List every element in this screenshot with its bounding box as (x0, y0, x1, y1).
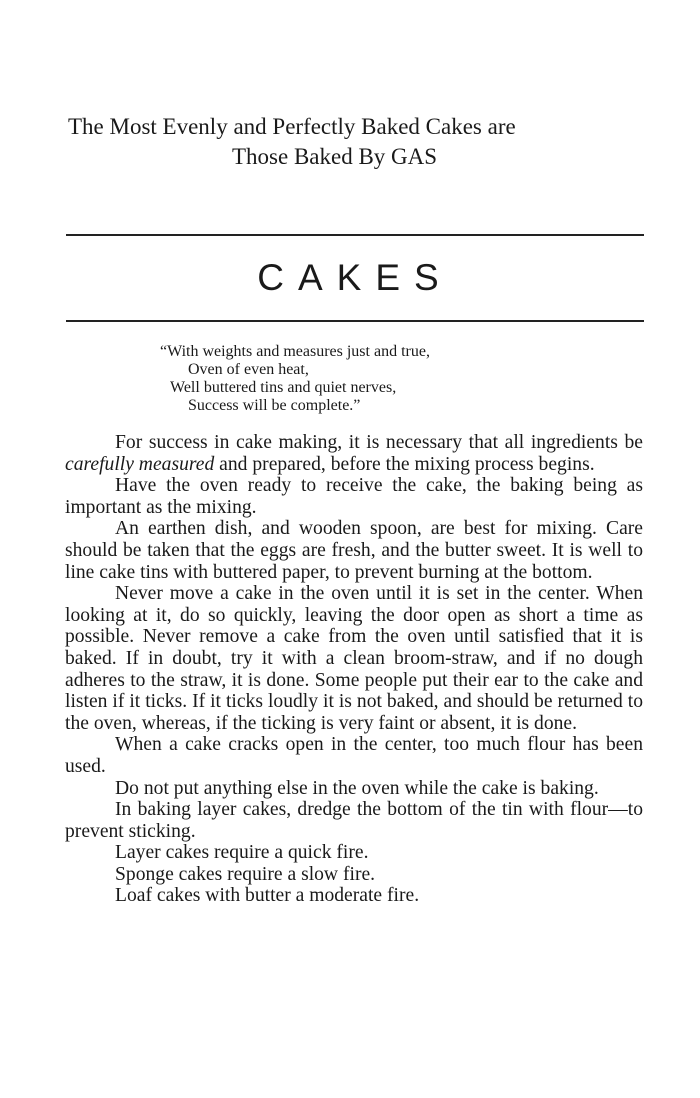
paragraph: When a cake cracks open in the center, too much flour has been used. (65, 734, 643, 777)
paragraph: Do not put anything else in the oven while the cake is baking. (115, 777, 599, 799)
header-line-2: Those Baked By GAS (232, 144, 438, 169)
paragraph: Never move a cake in the oven until it is set in the center. When looking at it, do so quickly, leaving the door open as short a time as possible. Never remove a cake from the oven until satisfied that it is baked. If in doubt, try it with a clean broom-straw, and if no dough adheres to the straw, it is done. Some people put their ear to the cake and listen if it ticks. If it ticks loudly it is not baked, and should be returned to the oven, whereas, if the ticking is very faint or absent, it is done. (65, 583, 643, 734)
paragraph: Layer cakes require a quick fire. (115, 842, 369, 864)
paragraph-text: For success in cake making, it is necessary that all ingredients be (115, 432, 643, 453)
page-header (60, 112, 650, 172)
paragraph: An earthen dish, and wooden spoon, are best for mixing. Care should be taken that the eggs are fresh, and the butter sweet. It is well to line cake tins with buttered paper, to prevent burning at the bottom. (65, 518, 643, 583)
poem-line: Success will be complete.” (188, 397, 361, 414)
body-text (65, 432, 643, 907)
paragraph (65, 432, 643, 475)
header-line-1: The Most Evenly and Perfectly Baked Cakes are (68, 114, 516, 139)
section-title: CAKES (257, 257, 453, 298)
poem-line: “With weights and measures just and true, (160, 343, 430, 360)
poem-line: Oven of even heat, (188, 361, 309, 378)
epigraph-poem (160, 343, 430, 415)
paragraph: Have the oven ready to receive the cake, the baking being as important as the mixing. (65, 475, 643, 518)
top-divider (66, 234, 644, 236)
paragraph: Loaf cakes with butter a moderate fire. (115, 885, 420, 907)
paragraph: In baking layer cakes, dredge the bottom of the tin with flour—to prevent sticking. (65, 799, 643, 842)
bottom-divider (66, 320, 644, 322)
paragraph: Sponge cakes require a slow fire. (115, 863, 376, 885)
emphasis-text: carefully measured (65, 453, 215, 475)
paragraph-text: and prepared, before the mixing process begins. (214, 453, 595, 475)
poem-line: Well buttered tins and quiet nerves, (170, 379, 397, 396)
